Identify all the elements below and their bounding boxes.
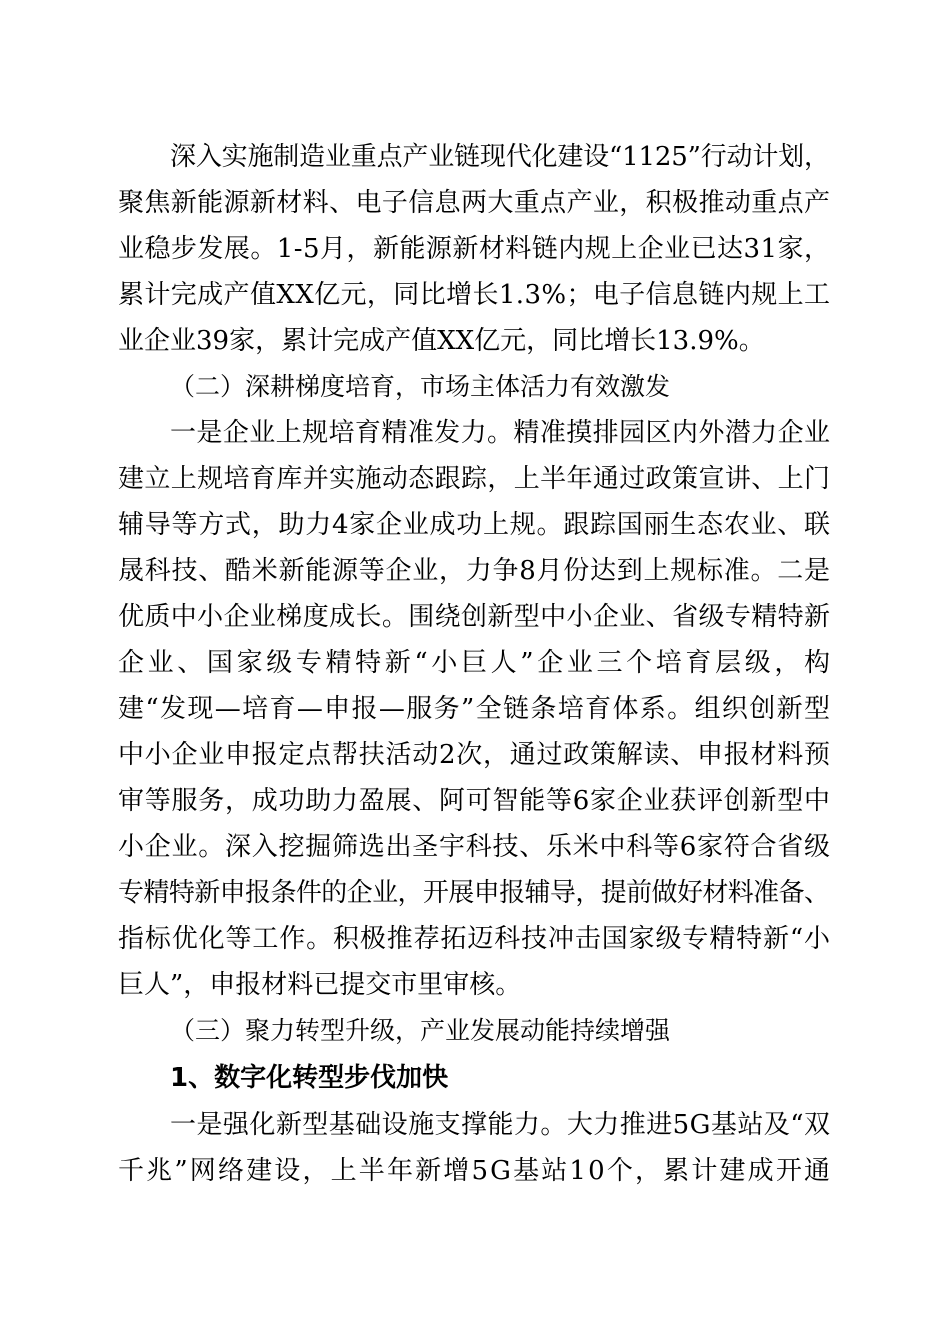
- subsection-heading-digital: 1、数字化转型步伐加快: [170, 1063, 449, 1093]
- text-line: 建立上规培育库并实施动态跟踪，上半年通过政策宣讲、上门: [118, 464, 831, 494]
- text-line: 晟科技、酷米新能源等企业，力争8月份达到上规标准。二是: [118, 556, 831, 586]
- text-line: 辅导等方式，助力4家企业成功上规。跟踪国丽生态农业、联: [118, 510, 831, 540]
- text-line: 巨人”，申报材料已提交市里审核。: [118, 970, 522, 1000]
- text-line: 聚焦新能源新材料、电子信息两大重点产业，积极推动重点产: [118, 188, 831, 218]
- text-line: 专精特新申报条件的企业，开展申报辅导，提前做好材料准备、: [118, 878, 830, 908]
- text-line: 千兆”网络建设，上半年新增5G基站10个，累计建成开通: [118, 1156, 833, 1186]
- text-line: 累计完成产值XX亿元，同比增长1.3%；电子信息链内规上工: [118, 280, 831, 310]
- text-line: 深入实施制造业重点产业链现代化建设“1125”行动计划，: [170, 142, 830, 172]
- text-line: 小企业。深入挖掘筛选出圣宇科技、乐米中科等6家符合省级: [118, 832, 831, 862]
- text-line: 指标优化等工作。积极推荐拓迈科技冲击国家级专精特新“小: [118, 924, 831, 954]
- text-line: 中小企业申报定点帮扶活动2次，通过政策解读、申报材料预: [118, 740, 831, 770]
- text-line: 优质中小企业梯度成长。围绕创新型中小企业、省级专精特新: [118, 602, 831, 632]
- text-line: 业企业39家，累计完成产值XX亿元，同比增长13.9%。: [118, 326, 765, 356]
- section-heading-2: （二）深耕梯度培育，市场主体活力有效激发: [170, 372, 671, 401]
- section-heading-3: （三）聚力转型升级，产业发展动能持续增强: [170, 1016, 671, 1045]
- text-line: 建“发现—培育—申报—服务”全链条培育体系。组织创新型: [118, 694, 832, 724]
- document-page: [118, 134, 834, 1194]
- paragraph-enterprise-cultivation: [118, 410, 834, 1008]
- text-line: 企业、国家级专精特新“小巨人”企业三个培育层级，构: [118, 648, 834, 678]
- paragraph-infrastructure: [118, 1102, 833, 1194]
- text-line: 一是企业上规培育精准发力。精准摸排园区内外潜力企业: [170, 418, 831, 448]
- text-line: 一是强化新型基础设施支撑能力。大力推进5G基站及“双: [170, 1110, 831, 1140]
- paragraph-industry-chain: [118, 134, 830, 364]
- text-line: 审等服务，成功助力盈展、阿可智能等6家企业获评创新型中: [118, 786, 831, 816]
- text-line: 业稳步发展。1-5月，新能源新材料链内规上企业已达31家，: [118, 234, 831, 264]
